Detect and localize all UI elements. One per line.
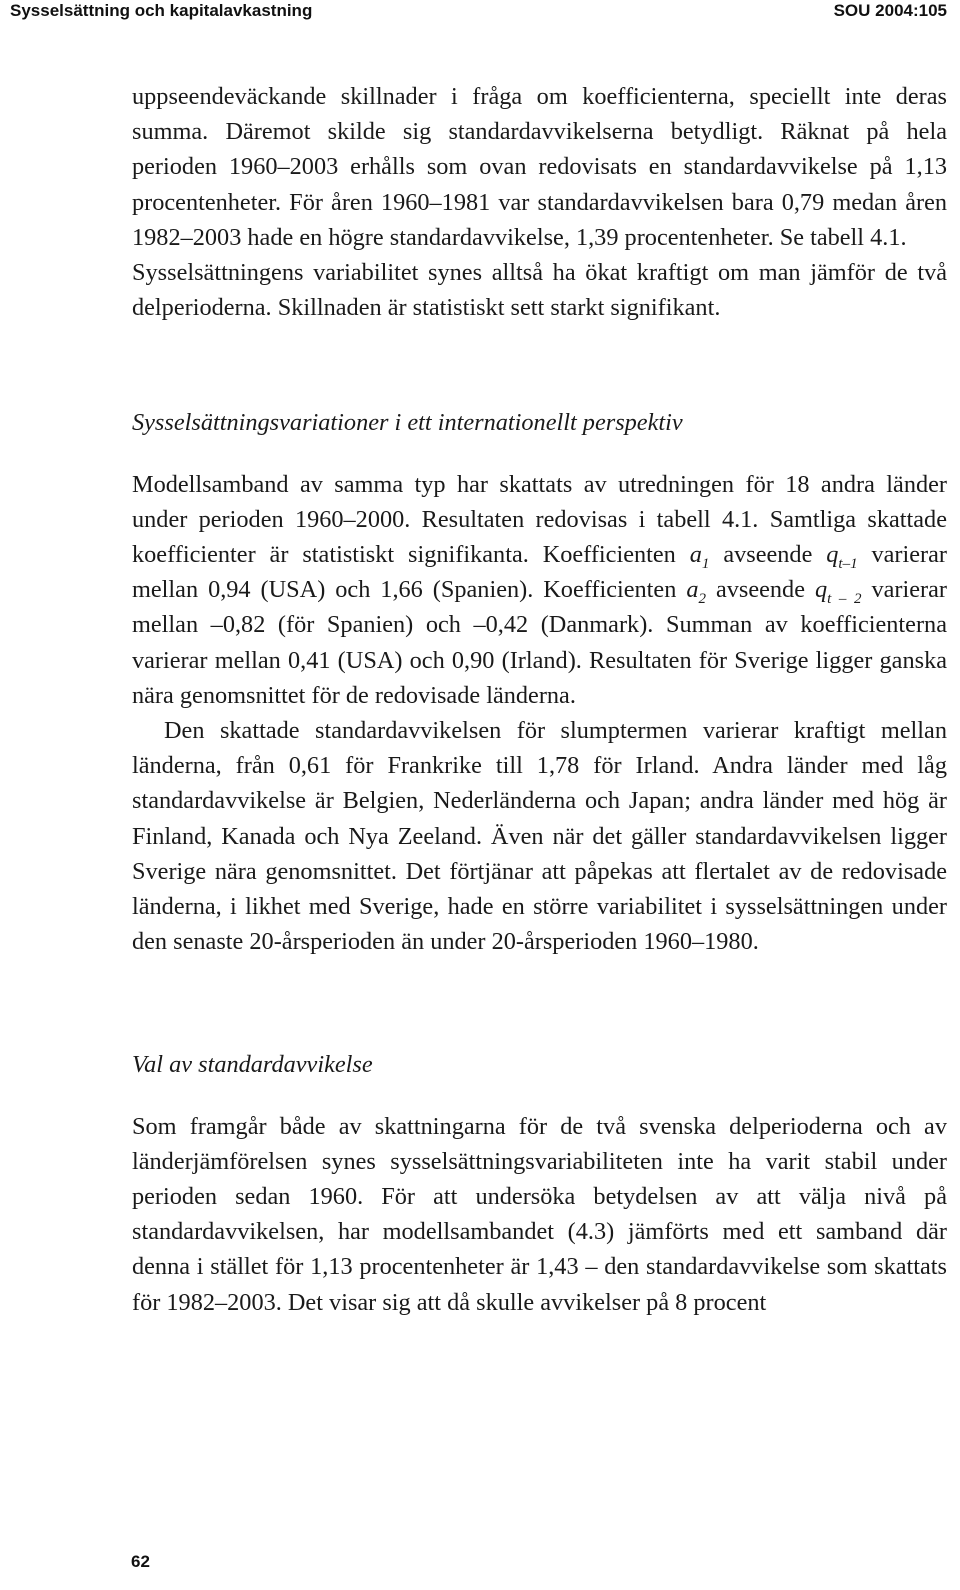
p3-text-a: Modellsamband av samma typ har skattats av utredningen för 18 andra länder under perioden 1960–2000. Resultaten redovisas i tabell 4.1. Samtliga skattade koefficienter är statistiskt signifikanta. Koefficienten: [132, 470, 947, 569]
header-title: Sysselsättning och kapitalavkastning: [10, 1, 313, 20]
p3-text-d: avseende: [715, 576, 805, 604]
var-q-t2: $q_{t - 2}$: [814, 576, 862, 608]
paragraph-1: uppseendeväckande skillnader i fråga om koefficienterna, speciellt inte deras summa. Däremot skilde sig standardavvikelserna betydligt. Räknat på hela perioden 1960–2003 erhålls som ovan redovisats en standardavvikelse på 1,13 procentenheter. För åren 1960–1981 var standardavvikelsen bara 0,79 medan åren 1982–2003 hade en högre standardavvikelse, 1,39 procentenheter. Se tabell 4.1.: [132, 83, 947, 251]
section-heading-std-choice: Val av standardavvikelse: [132, 1051, 373, 1079]
header-page-ref: SOU 2004:105: [833, 1, 947, 20]
p3-text-b: avseende: [723, 541, 813, 569]
var-q-t1: $q_{t-1}$: [826, 541, 858, 573]
running-header: [0, 0, 960, 30]
paragraph-4: Den skattade standardavvikelsen för slumptermen varierar kraftigt mellan länderna, från 0,61 för Frankrike till 1,78 för Irland. Andra länder med låg standardavvikelse är Belgien, Nederländerna och Japan; andra länder med hög är Finland, Kanada och Nya Zeeland. Även när det gäller standardavvikelsen ligger Sverige nära genomsnittet. Det förtjänar att påpekas att flertalet av de redovisade länderna, i likhet med Sverige, hade en större variabilitet i sysselsättningen under den senaste 20-årsperioden än under 20-årsperioden 1960–1980.: [132, 717, 947, 956]
p3-text-c: varierar mellan 0,94 (USA) och 1,66 (Spanien). Koefficienten: [132, 541, 948, 604]
p3-text-e: varierar mellan –0,82 (för Spanien) och –0,42 (Danmark). Summan av koefficienterna varierar mellan 0,41 (USA) och 0,90 (Irland). Resultaten för Sverige ligger ganska nära genomsnittet för de redovisade länderna.: [132, 576, 947, 709]
paragraph-2: Sysselsättningens variabilitet synes alltså ha ökat kraftigt om man jämför de två delperioderna. Skillnaden är statistiskt sett starkt signifikant.: [132, 259, 947, 322]
page-number: 62: [131, 1552, 150, 1571]
section-heading-international: Sysselsättningsvariationer i ett internationellt perspektiv: [132, 409, 683, 437]
paragraph-5: Som framgår både av skattningarna för de två svenska delperioderna och av länderjämförelsen synes sysselsättningsvariabiliteten inte ha varit stabil under perioden sedan 1960. För att undersöka betydelsen av att välja nivå på standardavvikelsen, har modellsambandet (4.3) jämförts med ett samband där denna i stället för 1,13 procentenheter är 1,43 – den standardavvikelse som skattats för 1982–2003. Det visar sig att då skulle avvikelser på 8 procent: [132, 1112, 947, 1316]
coef-a2: $a_2$: [686, 576, 706, 608]
document-body: [132, 79, 947, 1320]
coef-a1: $a_1$: [689, 541, 710, 573]
paragraph-3: [132, 467, 947, 713]
